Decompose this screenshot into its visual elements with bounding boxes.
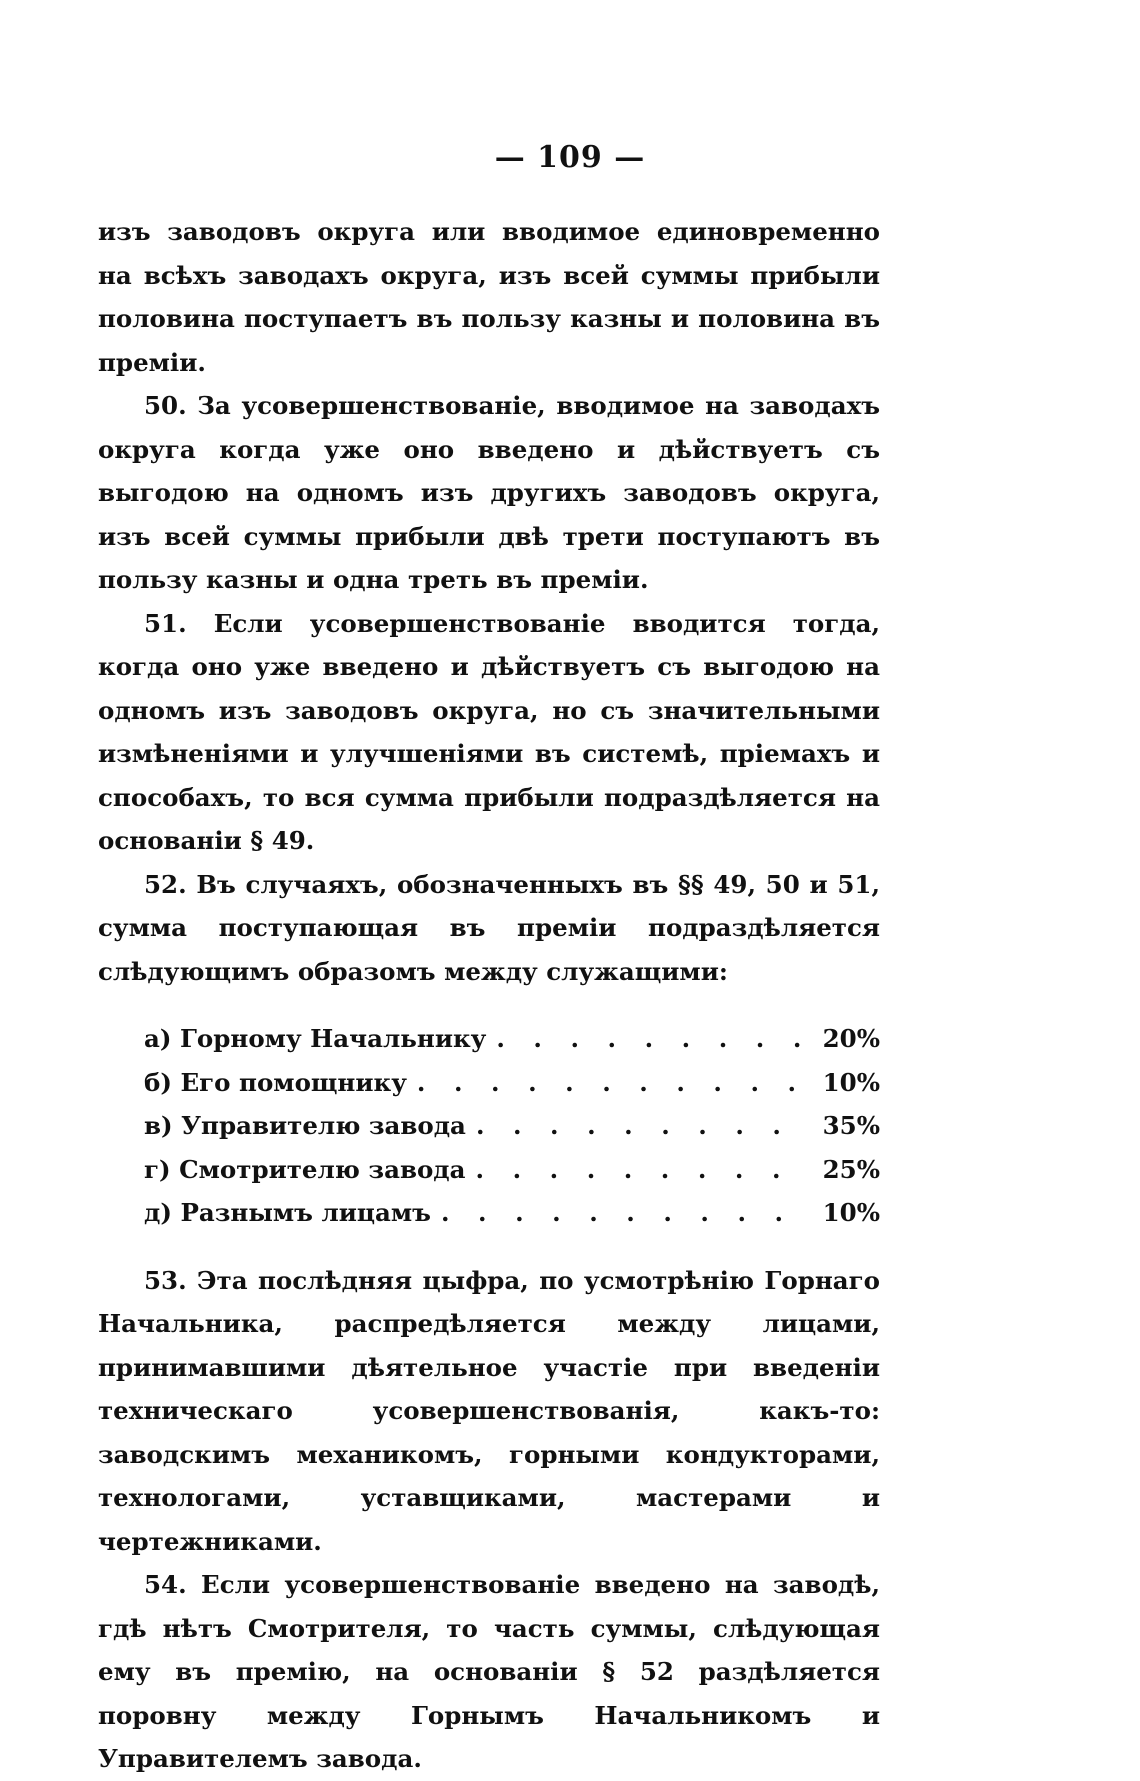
list-item: [98, 1104, 880, 1148]
list-item-value: 35%: [822, 1111, 880, 1140]
list-item-label: б) Его помощнику: [144, 1067, 407, 1097]
paragraph-53: 53. Эта послѣдняя цыфра, по усмотрѣнiю Горнаго Начальника, распредѣляется между лицами, принимавшими дѣятельное участiе при введенiи техническаго усовершенствованiя, какъ-то: заводскимъ механикомъ, горными кондукторами, технологами, уставщиками, мастерами и чертежниками.: [98, 1265, 880, 1556]
list-item: [98, 1191, 880, 1235]
premium-distribution-list: [98, 1017, 880, 1235]
paragraph-51: 51. Если усовершенствованiе вводится тогда, когда оно уже введено и дѣйствуетъ съ выгодою на одномъ изъ заводовъ округа, но съ значительными измѣненiями и улучшенiями въ системѣ, прiемахъ и способахъ, то вся сумма прибыли подраздѣляется на основанiи § 49.: [98, 608, 880, 855]
list-item-label: д) Разнымъ лицамъ: [144, 1198, 431, 1227]
list-item-value: 25%: [822, 1154, 880, 1184]
list-item: [98, 1017, 880, 1061]
list-item: [98, 1061, 880, 1105]
body-text: [98, 210, 880, 1781]
leader-dots: [417, 1061, 800, 1105]
leader-dots: [476, 1104, 800, 1148]
list-item-label: г) Смотрителю завода: [144, 1154, 466, 1184]
leader-dots: [441, 1191, 800, 1235]
list-item-value: 10%: [822, 1198, 880, 1227]
list-item-label: в) Управителю завода: [144, 1111, 466, 1140]
paragraph-continuation: изъ заводовъ округа или вводимое единовременно на всѣхъ заводахъ округа, изъ всей суммы прибыли половина поступаетъ въ пользу казны и половина въ премiи.: [98, 217, 880, 377]
leader-dots: [476, 1148, 800, 1192]
list-item: [98, 1148, 880, 1192]
page-number: — 109 —: [494, 140, 646, 175]
leader-dots: [496, 1017, 800, 1061]
paragraph-54: 54. Если усовершенствованiе введено на заводѣ, гдѣ нѣтъ Смотрителя, то часть суммы, слѣдующая ему въ премiю, на основанiи § 52 раздѣляется поровну между Горнымъ Начальникомъ и Управителемъ завода.: [98, 1570, 880, 1773]
list-item-label: а) Горному Начальнику: [144, 1024, 487, 1053]
paragraph-52: 52. Въ случаяхъ, обозначенныхъ въ §§ 49, 50 и 51, сумма поступающая въ премiи подраздѣляется слѣдующимъ образомъ между служащими:: [98, 869, 880, 986]
list-item-value: 20%: [822, 1024, 880, 1053]
paragraph-50: 50. За усовершенствованiе, вводимое на заводахъ округа когда уже оно введено и дѣйствуетъ съ выгодою на одномъ изъ другихъ заводовъ округа, изъ всей суммы прибыли двѣ трети поступаютъ въ пользу казны и одна треть въ премiи.: [98, 391, 880, 594]
list-item-value: 10%: [822, 1067, 880, 1097]
